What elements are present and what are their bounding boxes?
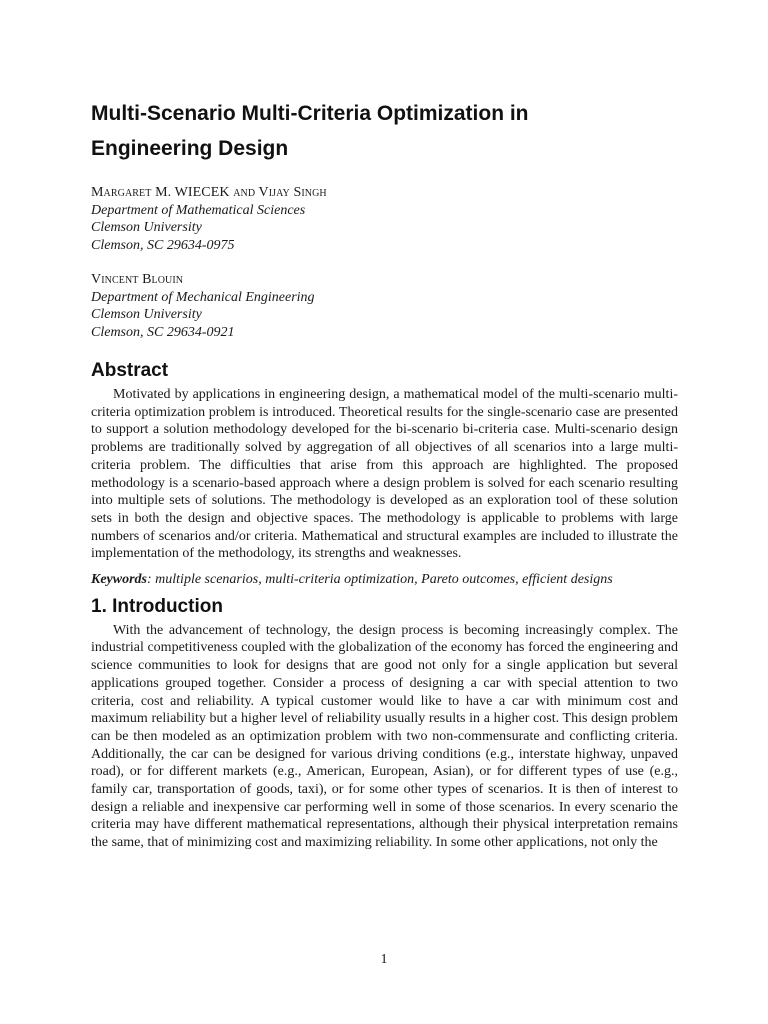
abstract-text: Motivated by applications in engineering design, a mathematical model of the multi-scenario multi-criteria optimization problem is introduced. Theoretical results for the single-scenario case are presented to support a solution methodology developed for the bi-scenario bi-criteria case. Multi-scenario design problems are traditionally solved by aggregation of all objectives of all scenarios into a large multi-criteria problem. The difficulties that arise from this approach are highlighted. The proposed methodology is a scenario-based approach where a design problem is solved for each scenario resulting into multiple sets of solutions. The methodology is developed as an exploration tool of these solution sets in both the design and objective spaces. The methodology is applicable to problems with large numbers of scenarios and/or criteria. Mathematical and structural examples are included to illustrate the implementation of the methodology, its strengths and weaknesses.: [91, 387, 678, 562]
author-block-1: [91, 184, 678, 254]
keywords-label: Keywords: [91, 572, 147, 588]
paper-title: [91, 96, 678, 166]
author-institution: Clemson University: [91, 307, 202, 322]
keywords-text: : multiple scenarios, multi-criteria optimization, Pareto outcomes, efficient designs: [147, 572, 613, 588]
author-institution: Clemson University: [91, 220, 202, 235]
paper-page: [91, 96, 678, 852]
paper-title-line-2: Engineering Design: [91, 137, 289, 160]
introduction-heading: 1. Introduction: [91, 595, 223, 617]
author-department: Department of Mechanical Engineering: [91, 289, 315, 305]
introduction-text: With the advancement of technology, the design process is becoming increasingly complex. The industrial competitiveness coupled with the globalization of the economy has forced the engineering and science communities to look for designs that are good not only for a single application but several applications grouped together. Consider a process of designing a car with special attention to two criteria, cost and reliability. A typical customer would like to have a car with minimum cost and maximum reliability but a higher level of reliability usually results in a higher cost. This design problem can be then modeled as an optimization problem with two non-commensurate and conflicting criteria. Additionally, the car can be designed for various driving conditions (e.g., interstate highway, unpaved road), or for different markets (e.g., American, European, Asian), or for different types of use (e.g., family car, transportation of goods, taxi), or for some other types of scenarios. It is then of interest to design a reliable and inexpensive car performing well in some of those scenarios. In every scenario the criteria may have different mathematical representations, although their physical interpretation remains the same, that of minimizing cost and maximizing reliability. In some other applications, not only the: [91, 622, 678, 851]
author-address: Clemson, SC 29634-0921: [91, 324, 235, 340]
author-department: Department of Mathematical Sciences: [91, 202, 306, 218]
paper-title-line-1: Multi-Scenario Multi-Criteria Optimization in: [91, 102, 529, 125]
keywords-line: [91, 571, 678, 589]
author-names: Vincent Blouin: [91, 272, 184, 287]
author-address: Clemson, SC 29634-0975: [91, 237, 235, 253]
author-names: Margaret M. WIECEK and Vijay Singh: [91, 185, 327, 200]
author-block-2: [91, 271, 678, 341]
abstract-heading: Abstract: [91, 360, 169, 381]
page-number: 1: [380, 952, 388, 967]
